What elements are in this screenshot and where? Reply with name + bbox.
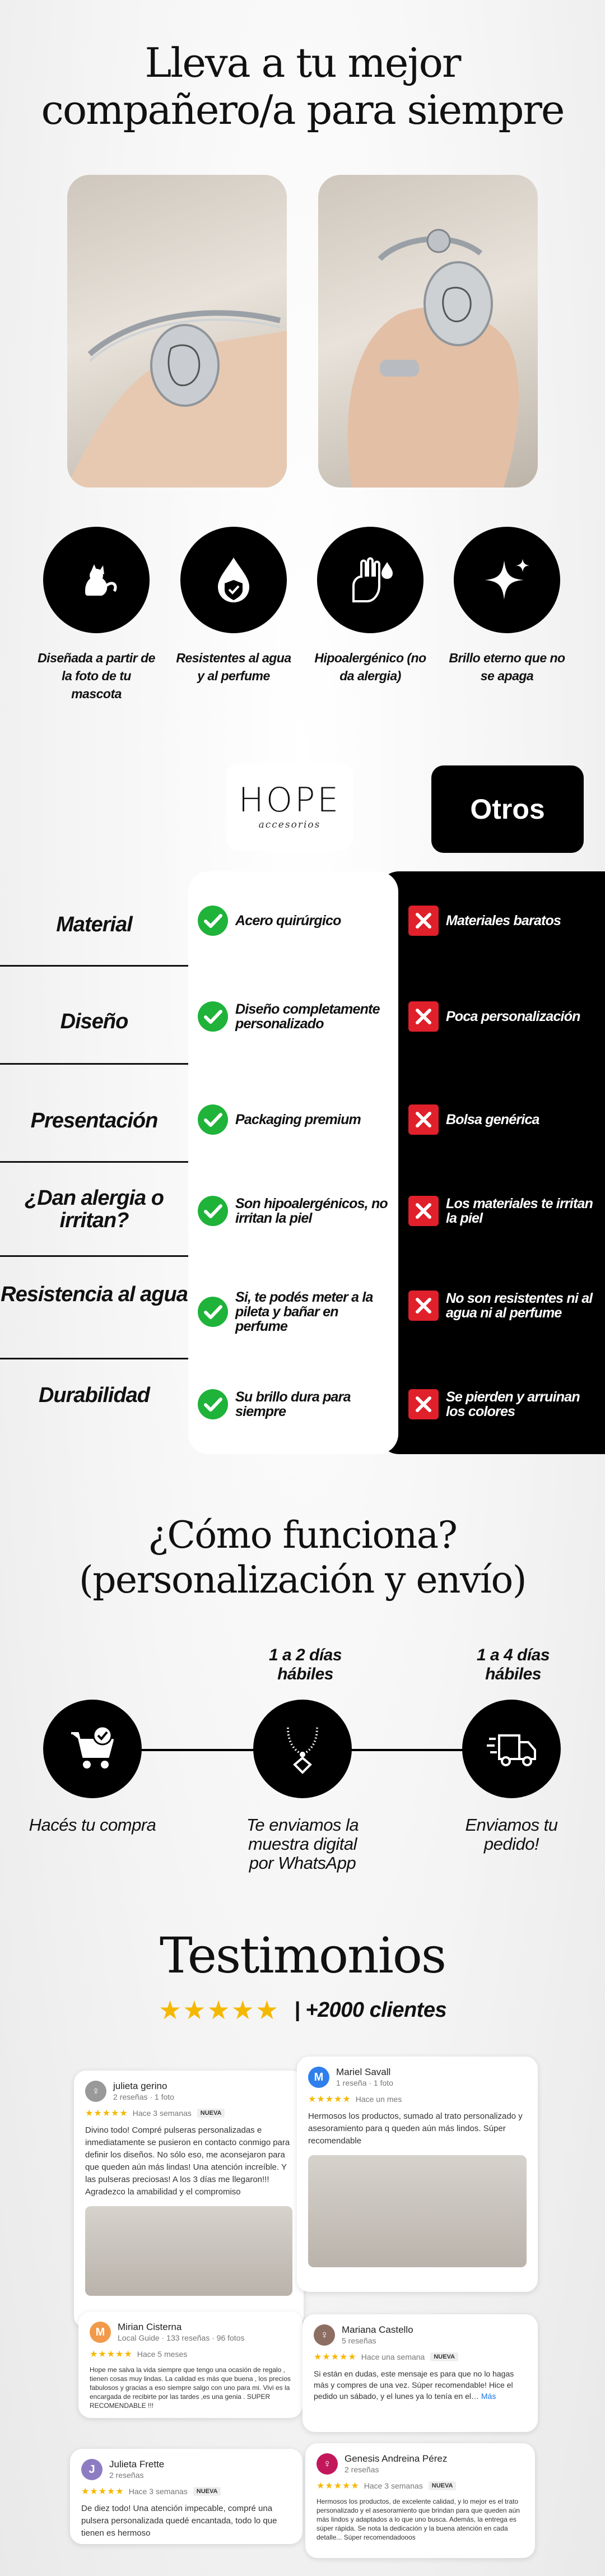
- row-divider: [0, 1063, 188, 1065]
- hope-cell: Acero quirúrgico: [197, 905, 388, 936]
- cart-check-icon: [66, 1722, 119, 1776]
- review-card: ♀ julieta gerino 2 reseñas · 1 foto ★★★★★ Hace 3 semanas NUEVA Divino todo! Compré pulseras personalizadas e inmediatamente se pusieron en contacto conmigo para definir los diseños. No sólo eso, me aconsejaron para que queden aún más lindas! Una atención increíble. Y las pulseras preciosas! A los 3 días me llegaron!!! Agradezco la amabilidad y el compromiso: [74, 2071, 304, 2328]
- truck-icon: [485, 1722, 538, 1776]
- bracelet-wrist-illustration: [67, 175, 287, 488]
- avatar: J: [81, 2459, 103, 2480]
- cross-icon: [408, 1290, 439, 1321]
- hope-column: [188, 871, 398, 1454]
- others-header: Otros: [431, 765, 584, 853]
- cross-icon: [408, 1195, 439, 1227]
- feature-text: Brillo eterno que no se apaga: [449, 651, 565, 683]
- cross-icon: [408, 905, 439, 936]
- row-label-design: Diseño: [60, 1010, 128, 1033]
- review-stars: ★★★★★: [308, 2095, 351, 2104]
- how-it-works-title: ¿Cómo funciona? (personalización y envío): [79, 1514, 526, 1602]
- check-icon: [197, 1195, 229, 1227]
- feature-text: Hipoalergénico (no da alergia): [314, 651, 426, 683]
- check-icon: [197, 1389, 229, 1420]
- others-cell: Materiales baratos: [408, 905, 598, 936]
- avatar: M: [90, 2322, 111, 2343]
- step-circle: [253, 1700, 352, 1798]
- review-stars: ★★★★★: [85, 2109, 128, 2118]
- review-stars: ★★★★★: [81, 2487, 124, 2496]
- review-stars: ★★★★★: [317, 2481, 360, 2491]
- row-label-durability: Durabilidad: [38, 1384, 150, 1407]
- testimonials-title: Testimonios: [160, 1927, 445, 1984]
- review-card: ♀ Mariana Castello 5 reseñas ★★★★★ Hace una semana NUEVA Si están en dudas, este mensaje es para que no lo hagas más y compres de una vez. Súper recomendable! Hice el pedido un sábado, y el lunes ya lo tenía en el… Más: [302, 2314, 538, 2432]
- step-text: Hacés tu compra: [29, 1815, 156, 1835]
- avatar: ♀: [85, 2081, 106, 2102]
- others-cell: Se pierden y arruinan los colores: [408, 1389, 598, 1420]
- cross-icon: [408, 1104, 439, 1135]
- hero-title: Lleva a tu mejor compañero/a para siempre: [41, 39, 564, 133]
- feature-circle: [43, 527, 150, 633]
- water-drop-shield-icon: [206, 552, 262, 608]
- avatar: ♀: [317, 2453, 338, 2475]
- rating-summary: [0, 1995, 605, 2025]
- review-photo: [85, 2206, 292, 2296]
- feature-text: Resistentes al agua y al perfume: [176, 651, 291, 683]
- feature-text: Diseñada a partir de la foto de tu mascota: [38, 651, 155, 701]
- feature-circle: [454, 527, 560, 633]
- pendant-icon: [276, 1722, 329, 1776]
- check-icon: [197, 1001, 229, 1032]
- client-count: | +2000 clientes: [294, 1998, 447, 2022]
- feature-hypoallergenic: [311, 527, 429, 685]
- check-icon: [197, 1296, 229, 1328]
- cross-icon: [408, 1001, 439, 1032]
- step-text: Te enviamos la muestra digital por WhatsApp: [246, 1815, 359, 1873]
- avatar: M: [308, 2067, 329, 2088]
- step-circle: [462, 1700, 561, 1798]
- row-label-water: Resistencia al agua: [1, 1283, 188, 1306]
- duration-label: 1 a 2 días hábiles: [268, 1646, 342, 1683]
- row-divider: [0, 965, 188, 967]
- others-column: [379, 871, 605, 1454]
- others-cell: No son resistentes ni al agua ni al perfume: [408, 1290, 598, 1321]
- avatar: ♀: [314, 2324, 335, 2346]
- row-divider: [0, 1161, 188, 1163]
- check-icon: [197, 1104, 229, 1135]
- sparkle-icon: [479, 552, 535, 608]
- feature-water-resistant: [175, 527, 292, 685]
- feature-circle: [317, 527, 424, 633]
- row-label-material: Material: [56, 913, 132, 936]
- review-photo: [308, 2155, 527, 2267]
- row-label-presentation: Presentación: [30, 1109, 158, 1132]
- hope-cell: Packaging premium: [197, 1104, 388, 1135]
- review-stars: ★★★★★: [314, 2352, 357, 2362]
- review-card: ♀ Genesis Andreina Pérez 2 reseñas ★★★★★ Hace 3 semanas NUEVA Hermosos los productos, de excelente calidad, y lo mejor es el trato personalizado y el asesoramiento que brindan para que queden aún más lindos y adaptados a lo que uno busca. Además, la entrega es súper rápida. Se nota la dedicación y la buena atención en cada detalle... Súper recomendadooos: [305, 2443, 535, 2558]
- bracelet-photo-wrist: [67, 175, 287, 488]
- hope-cell: Diseño completamente personalizado: [197, 1001, 388, 1032]
- review-card: J Julieta Frette 2 reseñas ★★★★★ Hace 3 semanas NUEVA De diez todo! Una atención impecable, compré una pulsera personalizada quedé encantada, todo lo que tienen es hermoso: [70, 2449, 302, 2544]
- bracelet-hand-illustration: [318, 175, 538, 488]
- row-divider: [0, 1255, 188, 1257]
- feature-circle: [180, 527, 287, 633]
- bracelet-photo-hand: [318, 175, 538, 488]
- others-cell: Poca personalización: [408, 1001, 598, 1032]
- review-card: M Mariel Savall 1 reseña · 1 foto ★★★★★ Hace un mes Hermosos los productos, sumado al trato personalizado y asesoramiento para q queden aún más lindos. Súper recomendable: [297, 2057, 538, 2292]
- hope-cell: Si, te podés meter a la pileta y bañar en perfume: [197, 1290, 388, 1334]
- check-icon: [197, 905, 229, 936]
- cross-icon: [408, 1389, 439, 1420]
- read-more-link[interactable]: Más: [481, 2392, 496, 2401]
- review-card: M Mirian Cisterna Local Guide · 133 reseñas · 96 fotos ★★★★★ Hace 5 meses Hope me salva la vida siempre que tengo una ocasión de regalo , tienen cosas muy lindas. La calidad es más que buena , los precios fabulosos y gracias a eso siempre salgo con uno para mi. Vivi es la encargada de recibirte por las tardes ,es una genia . SUPER RECOMENDABLE !!!: [78, 2312, 302, 2418]
- row-label-allergy: ¿Dan alergia o irritan?: [25, 1186, 164, 1232]
- others-cell: Los materiales te irritan la piel: [408, 1195, 598, 1227]
- step-circle: [43, 1700, 142, 1798]
- hope-cell: Son hipoalergénicos, no irritan la piel: [197, 1195, 388, 1227]
- duration-label: 1 a 4 días hábiles: [476, 1646, 550, 1683]
- hope-logo: HOPE accesorios: [226, 763, 353, 851]
- hand-drop-icon: [342, 552, 398, 608]
- pets-icon: [68, 552, 124, 608]
- review-stars: ★★★★★: [90, 2350, 133, 2359]
- feature-custom-design: [38, 527, 155, 703]
- others-cell: Bolsa genérica: [408, 1104, 598, 1135]
- row-divider: [0, 1358, 188, 1359]
- feature-eternal-shine: [448, 527, 566, 685]
- hope-cell: Su brillo dura para siempre: [197, 1389, 388, 1420]
- rating-stars: ★★★★★: [158, 1995, 280, 2025]
- step-text: Enviamos tu pedido!: [465, 1815, 558, 1854]
